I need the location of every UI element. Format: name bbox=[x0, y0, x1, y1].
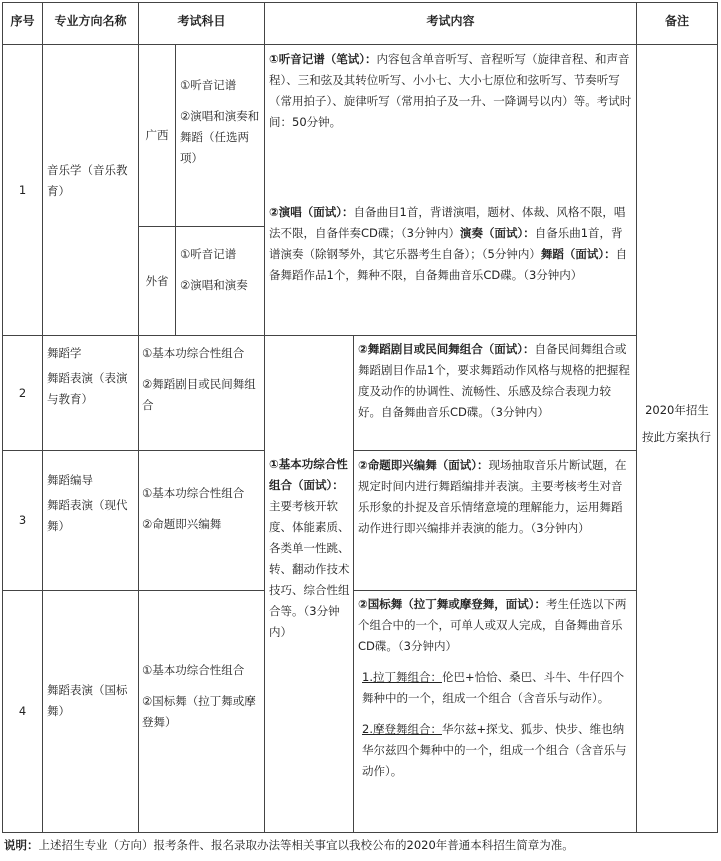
waisheng-label-text: 外省 bbox=[145, 273, 169, 288]
instrument-text: 自备乐曲1首，背谱演奏（除钢琴外，其它乐器考生自备）；（5分钟内） bbox=[269, 226, 623, 261]
latin-combo bbox=[358, 667, 633, 709]
shared-basic-title: ①基本功综合性组合（面试）： bbox=[269, 457, 348, 492]
singing-title: ②演唱（面试）： bbox=[269, 205, 354, 219]
modern-combo-text: 华尔兹+探戈、狐步、快步、维也纳华尔兹四个舞种中的一个，组成一个组合（含音乐与动作）。 bbox=[362, 722, 627, 778]
remark bbox=[639, 400, 715, 448]
header-seq: 序号 bbox=[10, 14, 35, 28]
row4-subject-2: ②国标舞（拉丁舞或摩登舞） bbox=[142, 694, 256, 729]
row3-subject-2: ②命题即兴编舞 bbox=[142, 517, 222, 531]
row4-content bbox=[358, 594, 633, 782]
row1-guangxi-subjects bbox=[180, 75, 262, 169]
row2-content bbox=[358, 339, 633, 423]
row1-guangxi-label bbox=[139, 45, 175, 226]
header-content: 考试内容 bbox=[426, 14, 475, 28]
remark-line-1: 2020年招生 bbox=[645, 403, 709, 417]
row2-seq-text: 2 bbox=[18, 385, 27, 400]
row2-subject-2: ②舞蹈剧目或民间舞组合 bbox=[142, 377, 256, 412]
row3-major bbox=[47, 470, 135, 537]
guangxi-subject-1: ①听音记谱 bbox=[180, 78, 237, 92]
remark-line-2: 按此方案执行 bbox=[642, 430, 711, 444]
row4-seq bbox=[3, 591, 42, 832]
row1-content-2 bbox=[269, 202, 633, 286]
row2-seq bbox=[3, 336, 42, 450]
dance-text: 自备舞蹈作品1个，舞种不限，自备舞曲音乐CD碟。（3分钟内） bbox=[269, 247, 628, 282]
row2-content-text: 自备民间舞组合或舞蹈剧目作品1个，要求舞蹈动作风格与规格的把握程度及动作的协调性、流畅性、乐感及综合表现力较好。自备舞曲音乐CD碟。（3分钟内） bbox=[358, 342, 630, 419]
ear-training-title: ①听音记谱（笔试）： bbox=[269, 52, 377, 66]
footer-text: 上述招生专业（方向）报考条件、报名录取办法等相关事宜以我校公布的2020年普通本科招生简章为准。 bbox=[38, 838, 574, 852]
row4-content-text: 考生任选以下两个组合中的一个，可单人或双人完成，自备舞曲音乐CD碟。（3分钟内） bbox=[358, 597, 627, 653]
row3-subject-1: ①基本功综合性组合 bbox=[142, 486, 245, 500]
ear-training-text: 内容包含单音听写、音程听写（旋律音程、和声音程）、三和弦及其转位听写、小小七、大小七原位和弦听写、节奏听写（常用拍子）、旋律听写（常用拍子及一升、一降调号以内）等。考试时间：50分钟。 bbox=[269, 52, 632, 129]
singing-text: 自备曲目1首，背谱演唱，题材、体裁、风格不限，唱法不限，自备伴奏CD碟；（3分钟内） bbox=[269, 205, 626, 240]
row2-subject-1: ①基本功综合性组合 bbox=[142, 346, 245, 360]
row3-content-title: ②命题即兴编舞（面试）： bbox=[358, 458, 489, 472]
row3-seq-text: 3 bbox=[18, 513, 27, 527]
header-major: 专业方向名称 bbox=[54, 14, 127, 28]
latin-combo-label: 1.拉丁舞组合： bbox=[362, 670, 442, 684]
guangxi-label-text: 广西 bbox=[145, 128, 169, 142]
row2-subjects bbox=[142, 343, 262, 416]
row3-major-1: 舞蹈编导 bbox=[47, 473, 93, 487]
row3-content-text: 现场抽取音乐片断试题，在规定时间内进行舞蹈编排并表演。主要考核考生对音乐形象的扑捉及音乐情绪意境的理解能力，运用舞蹈动作进行即兴编排并表演的能力。（3分钟内） bbox=[358, 458, 627, 535]
modern-combo-label: 2.摩登舞组合： bbox=[362, 722, 442, 736]
row1-seq-text: 1 bbox=[18, 182, 27, 197]
row3-major-2: 舞蹈表演（现代舞） bbox=[47, 498, 128, 533]
row2-major bbox=[47, 343, 135, 410]
footer-label: 说明： bbox=[4, 838, 39, 852]
row1-seq bbox=[3, 45, 42, 335]
row2-major-2: 舞蹈表演（表演与教育） bbox=[47, 371, 128, 406]
header-remark: 备注 bbox=[664, 14, 689, 28]
row4-subjects bbox=[142, 660, 262, 733]
footer-note bbox=[4, 836, 719, 854]
row3-seq bbox=[3, 451, 42, 590]
waisheng-subject-2: ②演唱和演奏 bbox=[180, 278, 248, 292]
latin-combo-text: 伦巴+恰恰、桑巴、斗牛、牛仔四个舞种中的一个，组成一个组合（含音乐与动作）。 bbox=[362, 670, 625, 705]
row4-content-intro bbox=[358, 594, 633, 657]
row1-waisheng-subjects bbox=[180, 244, 262, 296]
row3-subjects bbox=[142, 483, 262, 535]
row4-subject-1: ①基本功综合性组合 bbox=[142, 663, 245, 677]
shared-basic-skills bbox=[269, 454, 351, 643]
row2-major-1: 舞蹈学 bbox=[47, 346, 82, 360]
row1-major: 音乐学（音乐教育） bbox=[47, 163, 128, 198]
row1-waisheng-label bbox=[139, 227, 175, 335]
row4-major: 舞蹈表演（国标舞） bbox=[47, 683, 128, 718]
header-subject: 考试科目 bbox=[177, 14, 226, 28]
waisheng-subject-1: ①听音记谱 bbox=[180, 247, 237, 261]
row2-content-title: ②舞蹈剧目或民间舞组合（面试）： bbox=[358, 342, 535, 356]
row4-content-title: ②国标舞（拉丁舞或摩登舞，面试）： bbox=[358, 597, 546, 611]
row3-content bbox=[358, 455, 633, 539]
dance-title: 舞蹈（面试）： bbox=[540, 247, 616, 261]
shared-basic-text: 主要考核开软度、体能素质、各类单一性跳、转、翻动作技术技巧、综合性组合等。（3分钟内） bbox=[269, 499, 350, 639]
guangxi-subject-2: ②演唱和演奏和舞蹈（任选两项） bbox=[180, 109, 260, 165]
modern-combo bbox=[358, 719, 633, 782]
row1-content-1 bbox=[269, 49, 633, 133]
row4-seq-text: 4 bbox=[18, 704, 27, 718]
instrument-title: 演奏（面试）： bbox=[459, 226, 535, 240]
